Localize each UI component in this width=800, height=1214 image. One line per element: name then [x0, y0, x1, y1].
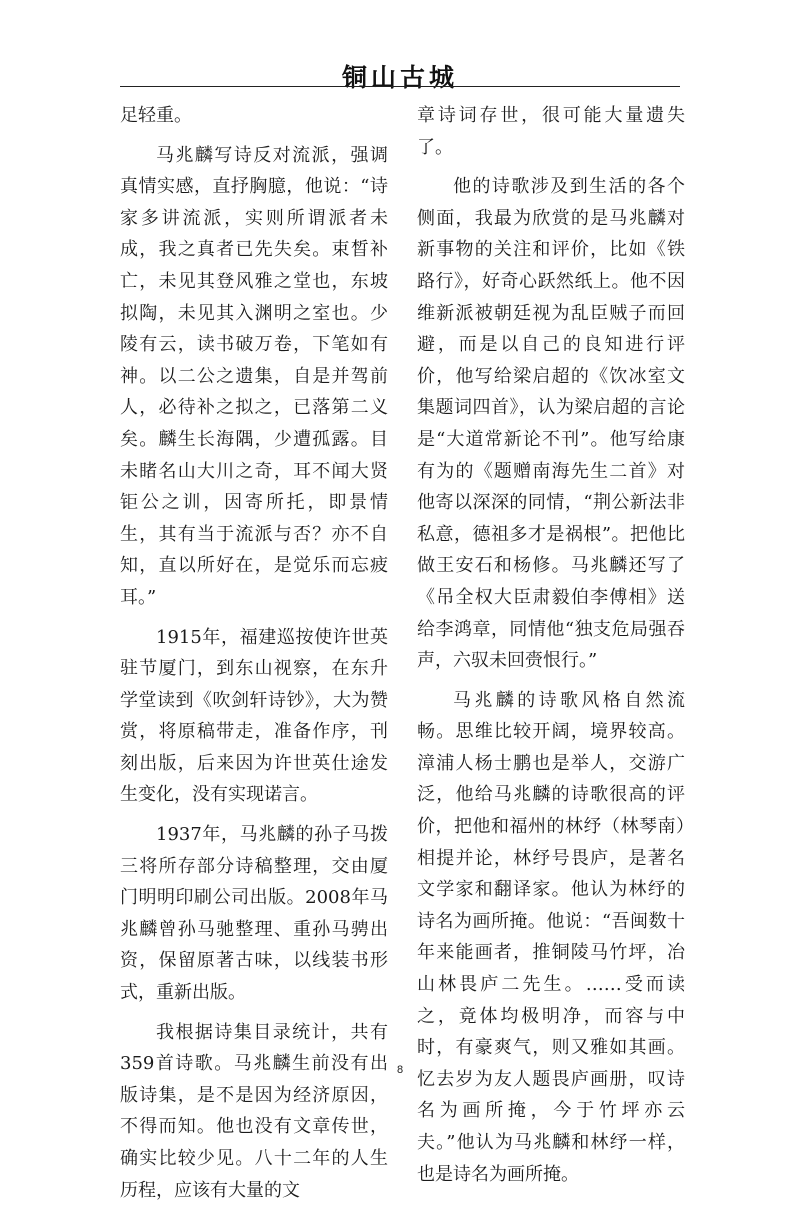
paragraph: 足轻重。: [120, 105, 192, 126]
header-rule: [120, 86, 680, 87]
paragraph: 1937年，马兆麟的孙子马拨三将所存部分诗稿整理，交由厦门明明印刷公司出版。2008年马兆麟曾孙马驰整理、重孙马骋出资，保留原著古味，以线装书形式，重新出版。: [120, 824, 388, 1004]
paragraph: 马兆麟写诗反对流派，强调真情实感，直抒胸臆，他说：“诗家多讲流派，实则所谓派者未成，我之真者已先失矣。束晳补亡，未见其登风雅之堂也，东坡拟陶，未见其入渊明之室也。少陵有云，读书破万卷，下笔如有神。以二公之遗集，自是并驾前人，必待补之拟之，已落第二义矣。麟生长海隅，少遭孤露。目未睹名山大川之奇，耳不闻大贤钜公之训，因寄所托，即景情生，其有当于流派与否？亦不自知，直以所好在，是觉乐而忘疲耳。”: [120, 144, 388, 608]
paragraph: 我根据诗集目录统计，共有359首诗歌。马兆麟生前没有出版诗集，是不是因为经济原因，不得而知。他也没有文章传世，确实比较少见。八十二年的人生历程，应该有大量的文: [120, 1021, 388, 1201]
page-number: 8: [396, 1064, 404, 1076]
right-column: [417, 100, 685, 1198]
paragraph: 马兆麟的诗歌风格自然流畅。思维比较开阔，境界较高。漳浦人杨士鹏也是举人，交游广泛，他给马兆麟的诗歌很高的评价，把他和福州的林纾（林琴南）相提并论，林纾号畏庐，是著名文学家和翻译家。他认为林纾的诗名为画所掩。他说：“吾闽数十年来能画者，推铜陵马竹坪，冶山林畏庐二先生。……受而读之，竟体均极明净，而容与中时，有豪爽气，则又雅如其画。忆去岁为友人题畏庐画册，叹诗名为画所掩，今于竹坪亦云夫。”他认为马兆麟和林纾一样，也是诗名为画所掩。: [417, 689, 685, 1185]
paragraph: 章诗词存世，很可能大量遗失了。: [417, 105, 685, 158]
left-column: [120, 100, 388, 1214]
paragraph: 1915年，福建巡按使许世英驻节厦门，到东山视察，在东升学堂读到《吹剑轩诗钞》，大为赞赏，将原稿带走，准备作序，刊刻出版，后来因为许世英仕途发生变化，没有实现诺言。: [120, 626, 388, 806]
page-header-title: 铜山古城: [341, 63, 458, 92]
paragraph: 他的诗歌涉及到生活的各个侧面，我最为欣赏的是马兆麟对新事物的关注和评价，比如《铁路行》，好奇心跃然纸上。他不因维新派被朝廷视为乱臣贼子而回避，而是以自己的良知进行评价，他写给梁启超的《饮冰室文集题词四首》，认为梁启超的言论是“大道常新论不刊”。他写给康有为的《题赠南海先生二首》对他寄以深深的同情，“荆公新法非私意，德祖多才是祸根”。把他比做王安石和杨修。马兆麟还写了《吊全权大臣肃毅伯李傅相》送给李鸿章，同情他“独支危局强吞声，六驭未回赍恨行。”: [417, 176, 685, 672]
